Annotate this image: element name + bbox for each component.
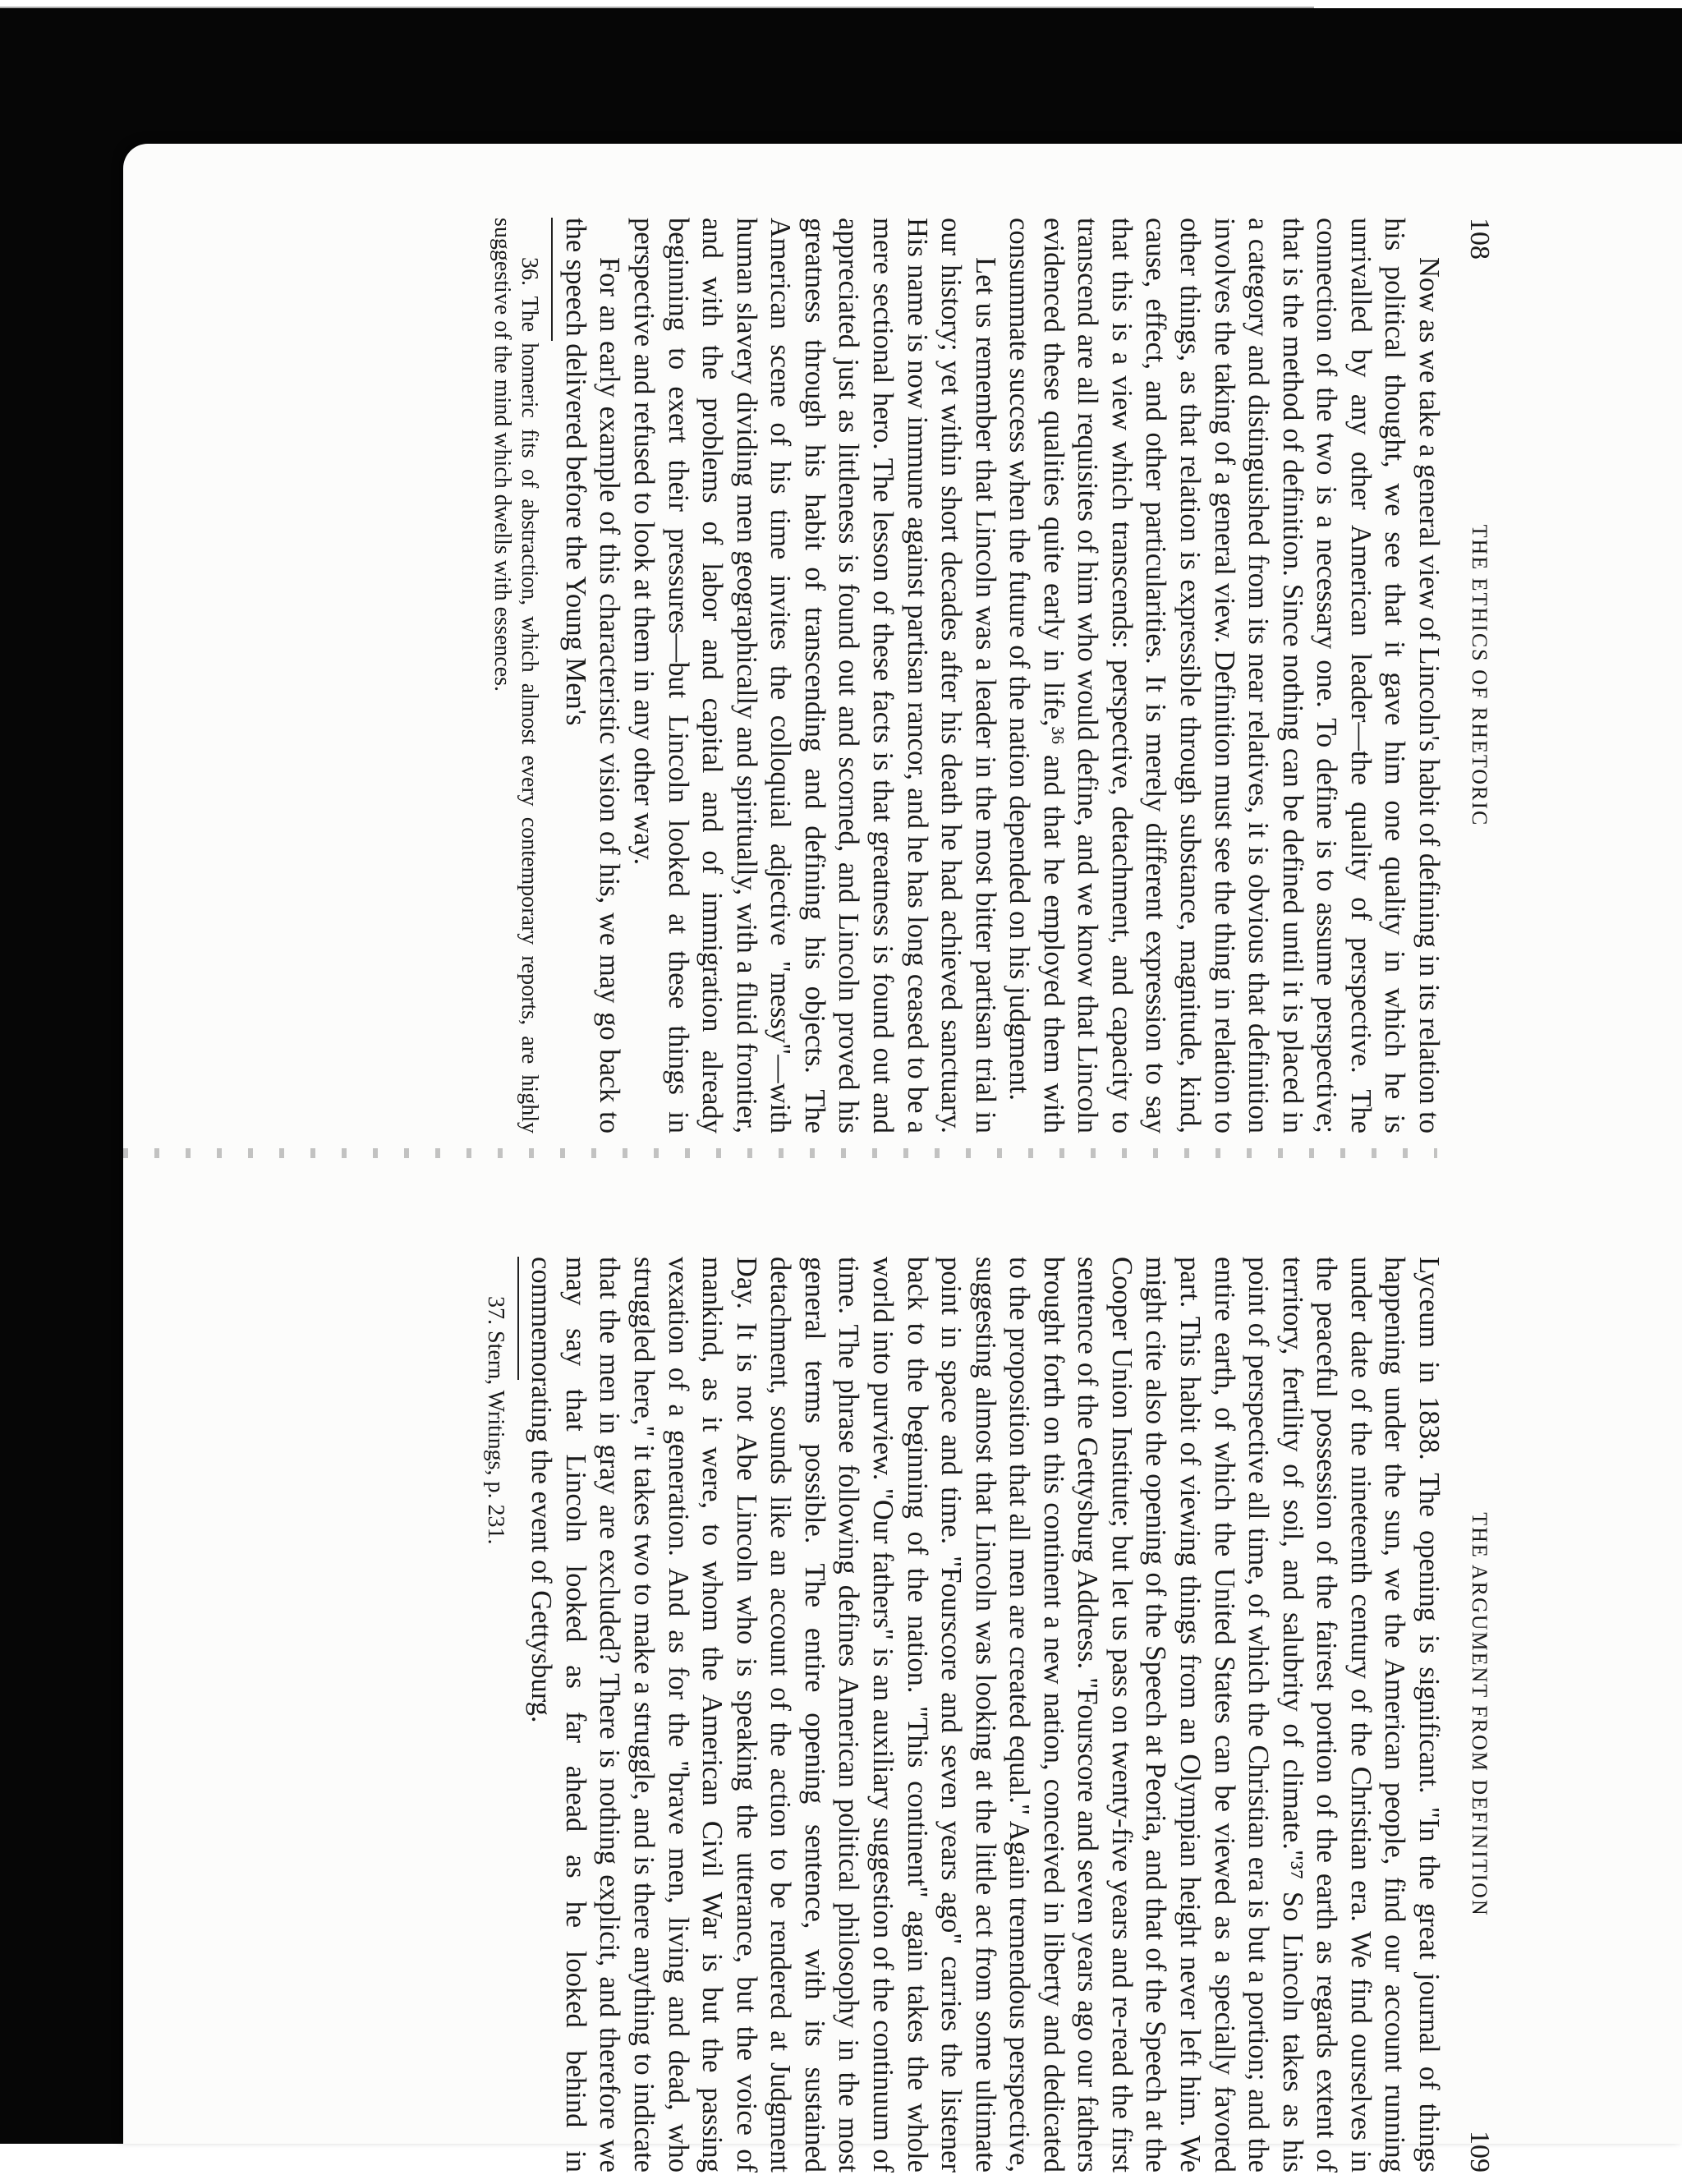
footnote-rule — [517, 1257, 519, 1380]
book-gutter — [123, 1148, 1437, 1158]
body-text — [524, 1257, 1445, 2173]
footnote: 37. Stern, Writings, p. 231. — [482, 1296, 508, 1545]
running-head: THE ETHICS OF RHETORIC — [1468, 524, 1491, 827]
paragraph: Let us remember that Lincoln was a leader in the most bitter partisan trial in our history; yet within short decades after his death he had achieved sanctuary. His name is now immune against partisan rancor, and he has long ceased to be a mere sectional hero. The lesson of these facts is that greatness is found out and appreciated just as littleness is found out and scorned, and Lincoln proved his greatness through his habit of transcending and defining his objects. The American scene of his time invites the colloquial adjective "messy"—with human slavery dividing men geographically and spiritually, with a fluid frontier, and with the problems of labor and capital and of immigration already beginning to exert their pressures—but Lincoln looked at these things in perspective and refused to look at them in any other way. — [628, 218, 1001, 1133]
body-text — [558, 218, 1445, 1133]
paragraph: Now as we take a general view of Lincoln's habit of defining in its relation to his political thought, we see that it gave him one quality in which he is unrivalled by any other American leader—the quality of perspective. The connection of the two is a necessary one. To define is to assume perspective; that is the method of definition. Since nothing can be defined until it is placed in a category and distinguished from its near relatives, it is obvious that definition involves the taking of a general view. Definition must see the thing in relation to other things, as that relation is expressible through substance, magnitude, kind, cause, effect, and other particularities. It is merely different expression to say that this is a view which transcends: perspective, detachment, and capacity to transcend are all requisites of him who would define, and we know that Lincoln evidenced these qualities quite early in life,³⁶ and that he employed them with consummate success when the future of the nation depended on his judgment. — [1004, 218, 1445, 1133]
right-page-header — [1445, 1257, 1495, 2173]
page-number: 109 — [1464, 2131, 1495, 2173]
running-head: THE ARGUMENT FROM DEFINITION — [1468, 1512, 1491, 1917]
scanner-background-top — [0, 8, 1682, 148]
page-number: 108 — [1464, 218, 1495, 260]
right-page — [115, 1257, 1495, 2173]
footnote: 36. The homeric fits of abstraction, which almost every contemporary reports, are highly suggestive of the mind which dwells with essences. — [489, 218, 543, 1133]
paragraph: For an early example of this characteristic vision of his, we may go back to the speech delivered before the Young Men's — [559, 218, 626, 1133]
paragraph: Lyceum in 1838. The opening is significant. "In the great journal of things happening under the sun, we the American people, find our account running under date of the nineteenth century of the Christian era. We find ourselves in the peaceful possession of the fairest portion of the earth as regards extent of territory, fertility of soil, and salubrity of climate."³⁷ So Lincoln takes as his point of perspective all time, of which the Christian era is but a portion; and the entire earth, of which the United States can be viewed as a specially favored part. This habit of viewing things from an Olympian height never left him. We might cite also the opening of the Speech at Peoria, and that of the Speech at the Cooper Union Institute; but let us pass on twenty-five years and re-read the first sentence of the Gettysburg Address. "Fourscore and seven years ago our fathers brought forth on this continent a new nation, conceived in liberty and dedicated to the proposition that all men are created equal." Again tremendous perspective, suggesting almost that Lincoln was looking at the little act from some ultimate point in space and time. "Fourscore and seven years ago" carries the listener back to the beginning of the nation. "This continent" again takes the whole world into purview. "Our fathers" is an auxiliary suggestion of the continuum of time. The phrase following defines American political philosophy in the most general terms possible. The entire opening sentence, with its sustained detachment, sounds like an account of the action to be rendered at Judgment Day. It is not Abe Lincoln who is speaking the utterance, but the voice of mankind, as it were, to whom the American Civil War is but the passing vexation of a generation. And as for the "brave men, living and dead, who struggled here," it takes two to make a struggle, and is there anything to indicate that the men in gray are excluded? There is nothing explicit, and therefore we may say that Lincoln looked as far ahead as he looked behind in commemorating the event of Gettysburg. — [526, 1257, 1445, 2173]
footnote-rule — [551, 218, 553, 341]
left-page-header — [1445, 218, 1495, 1133]
left-page — [115, 218, 1495, 1133]
